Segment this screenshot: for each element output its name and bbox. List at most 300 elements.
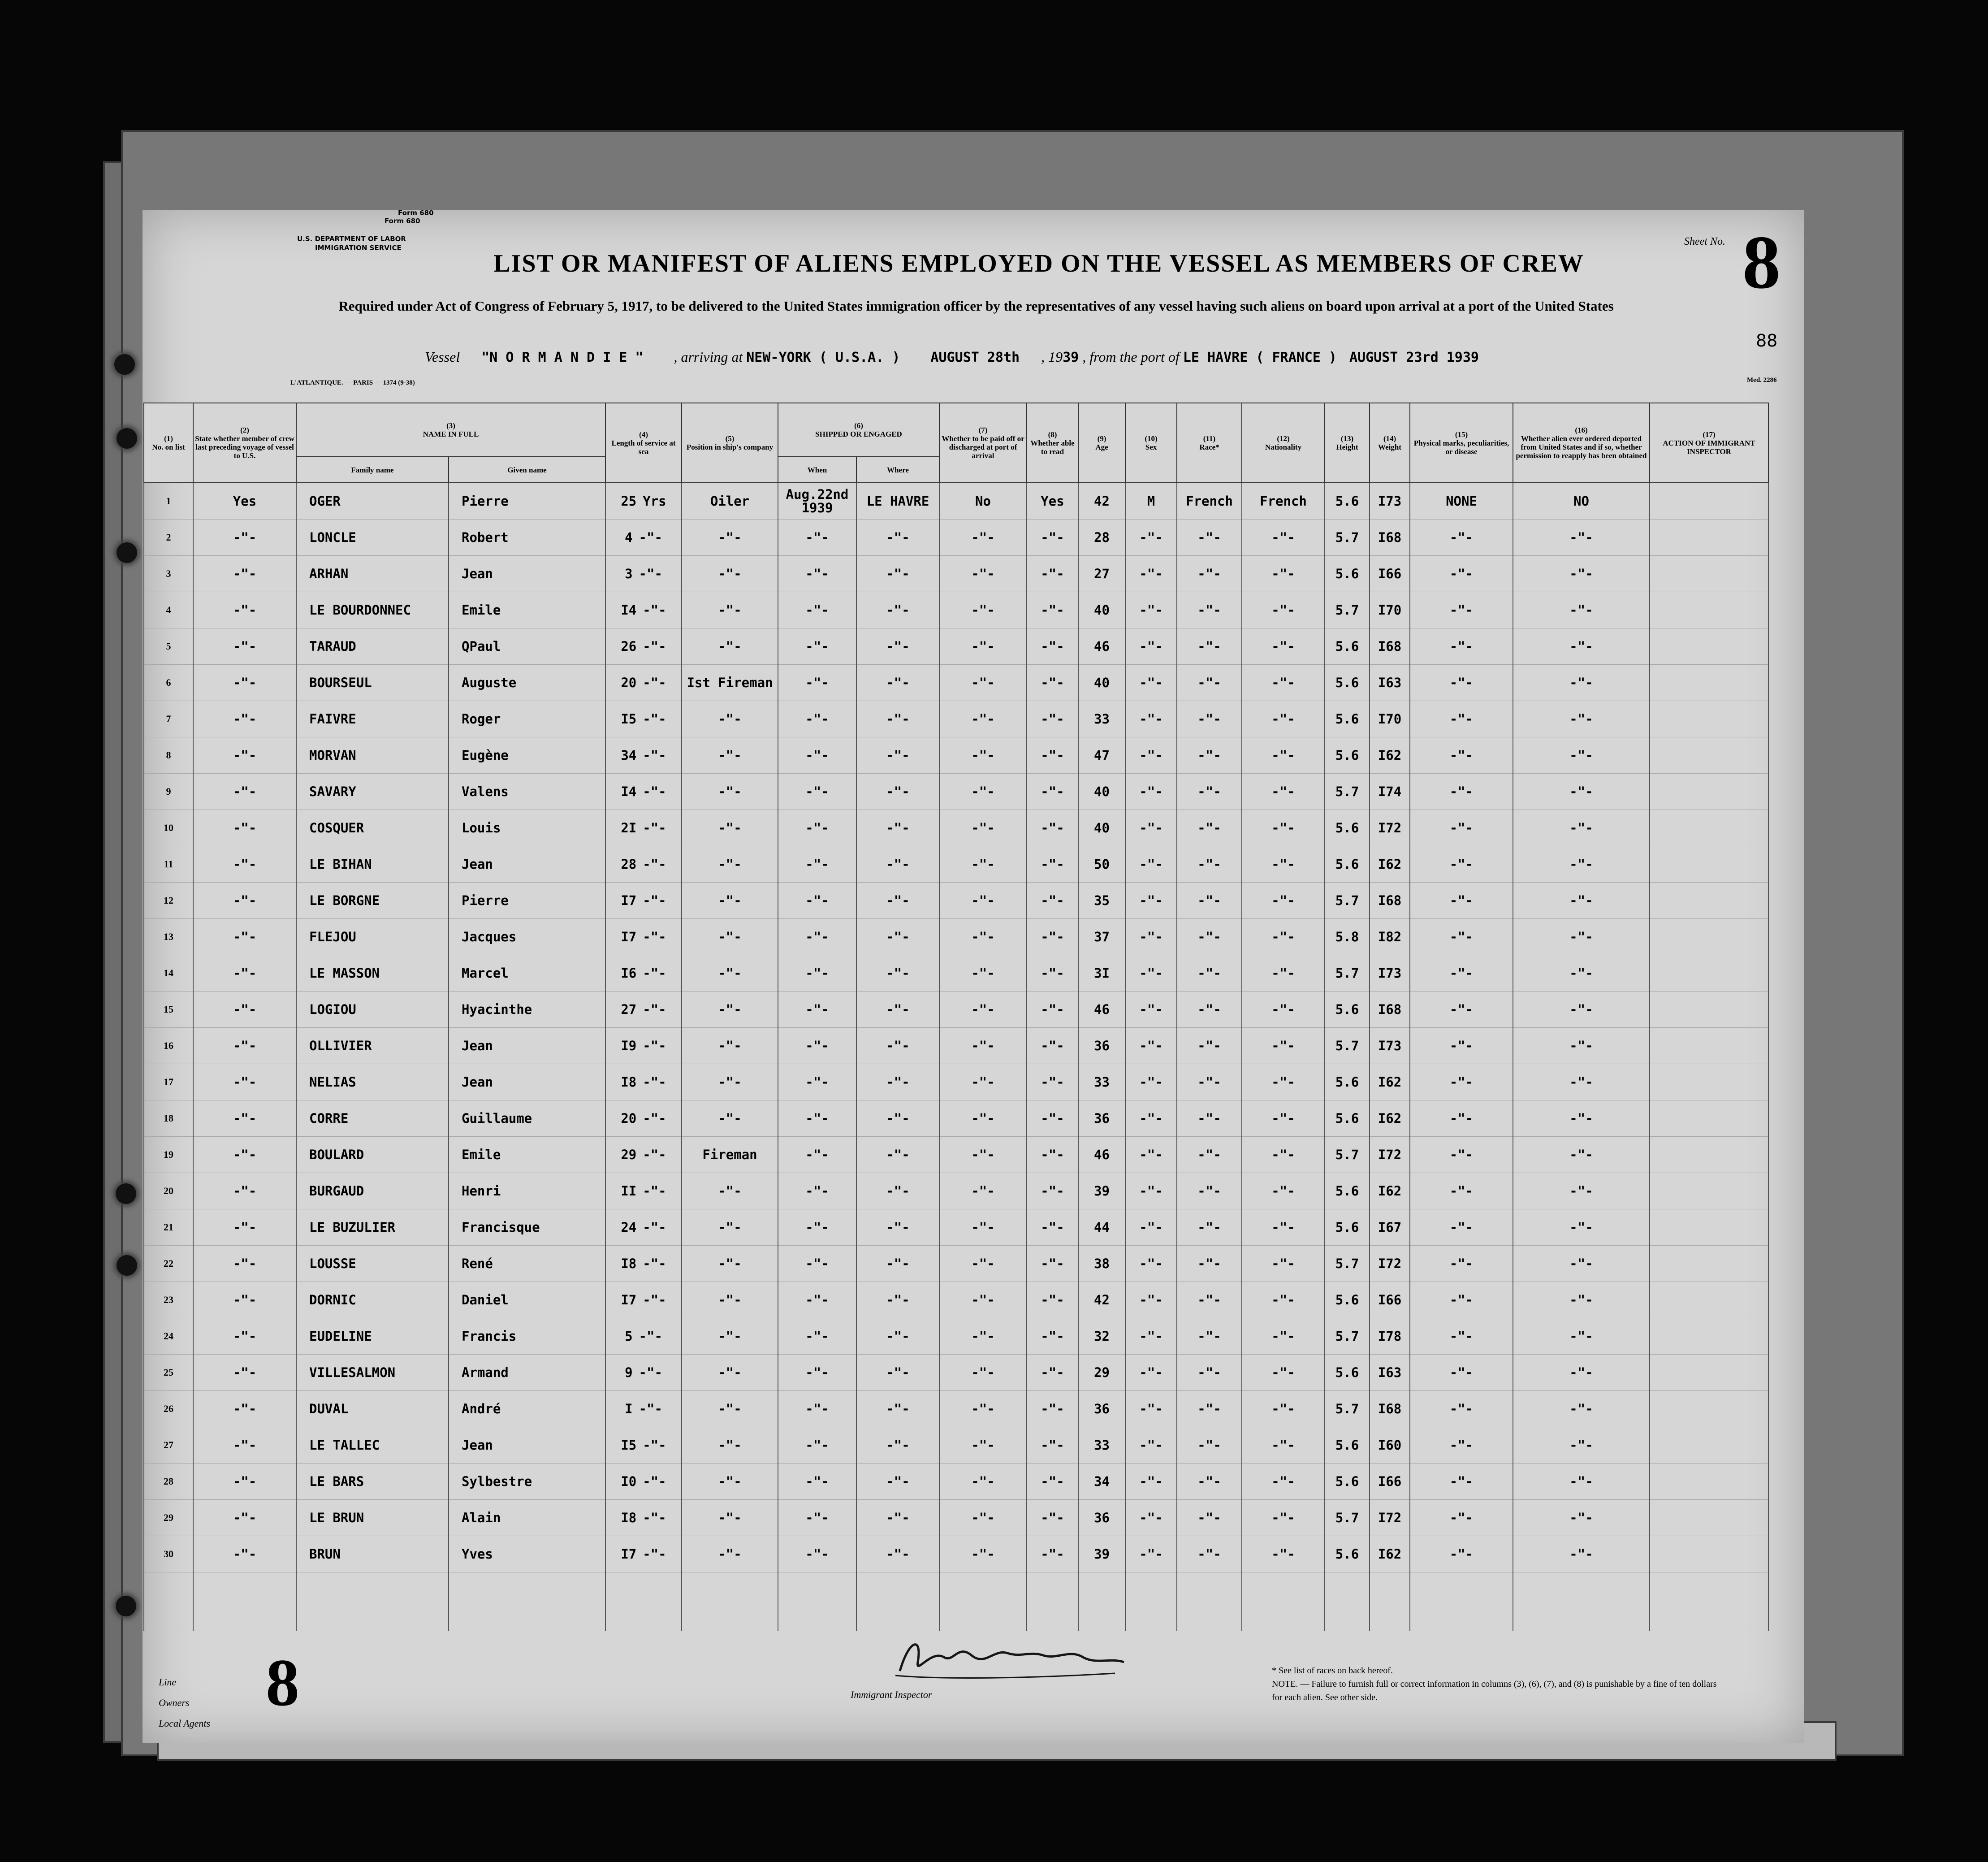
weight-cell: I67	[1370, 1209, 1410, 1246]
height-cell: 5.6	[1325, 483, 1370, 520]
service-ditto: -"-	[643, 1220, 666, 1235]
row-number: 18	[144, 1100, 193, 1137]
service-value: I7	[621, 1546, 637, 1562]
position-cell: -"-	[682, 592, 778, 628]
nationality-cell: -"-	[1242, 1536, 1325, 1572]
blank-cell	[1125, 1572, 1177, 1631]
family-name-cell: SAVARY	[296, 774, 449, 810]
nationality-cell: -"-	[1242, 556, 1325, 592]
service-value: I6	[621, 966, 637, 981]
weight-cell: I72	[1370, 1137, 1410, 1173]
race-cell: -"-	[1177, 1064, 1242, 1100]
service-value: I5	[621, 711, 637, 727]
paid-off-cell: -"-	[939, 1355, 1027, 1391]
paid-off-cell: -"-	[939, 1209, 1027, 1246]
given-name-cell: Hyacinthe	[449, 992, 605, 1028]
weight-cell: I70	[1370, 592, 1410, 628]
sex-cell: -"-	[1125, 556, 1177, 592]
previous-voyage-cell: -"-	[193, 1028, 296, 1064]
paid-off-cell: -"-	[939, 1536, 1027, 1572]
service-value: I0	[621, 1474, 637, 1489]
binder-hole	[116, 1596, 136, 1616]
sex-cell: -"-	[1125, 1536, 1177, 1572]
service-cell	[605, 520, 682, 556]
sheet-number-label: Sheet No.	[1684, 236, 1725, 247]
age-cell: 29	[1078, 1355, 1125, 1391]
where-cell: -"-	[856, 1500, 939, 1536]
position-cell: Fireman	[682, 1137, 778, 1173]
paid-off-cell: -"-	[939, 1464, 1027, 1500]
department-label: U.S. DEPARTMENT OF LABOR	[297, 235, 406, 243]
row-number: 20	[144, 1173, 193, 1209]
height-cell: 5.6	[1325, 846, 1370, 883]
action-cell	[1650, 1318, 1768, 1355]
family-name-cell: OGER	[296, 483, 449, 520]
previous-voyage-cell: -"-	[193, 628, 296, 665]
age-cell: 36	[1078, 1391, 1125, 1427]
sex-cell: -"-	[1125, 883, 1177, 919]
read-cell: -"-	[1027, 556, 1078, 592]
age-cell: 38	[1078, 1246, 1125, 1282]
nationality-cell: -"-	[1242, 919, 1325, 955]
position-cell: -"-	[682, 1500, 778, 1536]
service-ditto: -"-	[643, 1038, 666, 1053]
action-cell	[1650, 737, 1768, 774]
action-cell	[1650, 1209, 1768, 1246]
col-header-no: (1) No. on list	[144, 403, 193, 483]
sex-cell: -"-	[1125, 992, 1177, 1028]
when-cell: -"-	[778, 1318, 856, 1355]
service-value: 4	[625, 530, 633, 545]
action-cell	[1650, 919, 1768, 955]
table-row	[144, 1464, 1768, 1500]
row-number: 9	[144, 774, 193, 810]
position-cell: -"-	[682, 1246, 778, 1282]
sex-cell: -"-	[1125, 737, 1177, 774]
marks-cell: -"-	[1410, 810, 1513, 846]
age-cell: 27	[1078, 556, 1125, 592]
marks-cell: -"-	[1410, 1391, 1513, 1427]
marks-cell: -"-	[1410, 1209, 1513, 1246]
blank-cell	[193, 1572, 296, 1631]
weight-cell: I70	[1370, 701, 1410, 737]
family-name-cell: BURGAUD	[296, 1173, 449, 1209]
deported-cell: -"-	[1513, 665, 1650, 701]
weight-cell: I68	[1370, 1391, 1410, 1427]
read-cell: -"-	[1027, 919, 1078, 955]
when-cell: -"-	[778, 1464, 856, 1500]
sex-cell: -"-	[1125, 955, 1177, 992]
height-cell: 5.6	[1325, 556, 1370, 592]
family-name-cell: TARAUD	[296, 628, 449, 665]
action-cell	[1650, 1391, 1768, 1427]
previous-voyage-cell: -"-	[193, 737, 296, 774]
when-cell: -"-	[778, 1500, 856, 1536]
blank-cell	[1177, 1572, 1242, 1631]
race-cell: -"-	[1177, 628, 1242, 665]
service-value: 29	[621, 1147, 637, 1162]
when-cell: -"-	[778, 592, 856, 628]
col-header-shipped: (6) SHIPPED OR ENGAGED	[778, 403, 939, 457]
weight-cell: I66	[1370, 556, 1410, 592]
previous-voyage-cell: -"-	[193, 592, 296, 628]
height-cell: 5.7	[1325, 520, 1370, 556]
service-value: I4	[621, 602, 637, 618]
given-name-cell: Jean	[449, 1028, 605, 1064]
year-suffix: 39	[1063, 350, 1079, 365]
when-cell: -"-	[778, 1209, 856, 1246]
when-cell: -"-	[778, 628, 856, 665]
blank-cell	[778, 1572, 856, 1631]
age-cell: 34	[1078, 1464, 1125, 1500]
read-cell: Yes	[1027, 483, 1078, 520]
col-header-service: (4) Length of service at sea	[605, 403, 682, 483]
family-name-cell: BOULARD	[296, 1137, 449, 1173]
paid-off-cell: -"-	[939, 701, 1027, 737]
col-header-race: (11) Race*	[1177, 403, 1242, 483]
age-cell: 33	[1078, 701, 1125, 737]
previous-voyage-cell: -"-	[193, 1536, 296, 1572]
service-cell	[605, 1464, 682, 1500]
when-cell: -"-	[778, 1100, 856, 1137]
paid-off-cell: -"-	[939, 1500, 1027, 1536]
marks-cell: -"-	[1410, 883, 1513, 919]
blank-cell	[1513, 1572, 1650, 1631]
where-cell: -"-	[856, 1391, 939, 1427]
given-name-cell: Eugène	[449, 737, 605, 774]
table-row	[144, 774, 1768, 810]
service-value: 34	[621, 748, 637, 763]
where-cell: -"-	[856, 1246, 939, 1282]
table-row	[144, 1100, 1768, 1137]
row-number: 17	[144, 1064, 193, 1100]
given-name-cell: Jean	[449, 556, 605, 592]
paid-off-cell: -"-	[939, 1137, 1027, 1173]
previous-voyage-cell: -"-	[193, 1137, 296, 1173]
given-name-cell: Marcel	[449, 955, 605, 992]
when-cell: -"-	[778, 919, 856, 955]
height-cell: 5.7	[1325, 1246, 1370, 1282]
marks-cell: NONE	[1410, 483, 1513, 520]
nationality-cell: -"-	[1242, 774, 1325, 810]
footer-sheet-number: 8	[266, 1645, 299, 1720]
given-name-cell: Yves	[449, 1536, 605, 1572]
service-cell	[605, 737, 682, 774]
service-ditto: -"-	[643, 1256, 666, 1271]
given-name-cell: René	[449, 1246, 605, 1282]
given-name-cell: Jean	[449, 846, 605, 883]
read-cell: -"-	[1027, 1500, 1078, 1536]
height-cell: 5.6	[1325, 810, 1370, 846]
service-cell	[605, 883, 682, 919]
table-row	[144, 701, 1768, 737]
action-cell	[1650, 1100, 1768, 1137]
when-cell: -"-	[778, 992, 856, 1028]
med-code: Med. 2286	[1747, 377, 1777, 384]
previous-voyage-cell: -"-	[193, 701, 296, 737]
row-number: 28	[144, 1464, 193, 1500]
fine-note: NOTE. — Failure to furnish full or correct information in columns (3), (6), (7), and (8) is punishable by a fine of ten dollars for each alien. See other side.	[1272, 1679, 1717, 1702]
service-cell	[605, 810, 682, 846]
binder-hole	[117, 542, 137, 563]
action-cell	[1650, 1064, 1768, 1100]
height-cell: 5.7	[1325, 883, 1370, 919]
manifest-sheet	[143, 210, 1804, 1743]
service-cell	[605, 1318, 682, 1355]
service-cell	[605, 1246, 682, 1282]
paid-off-cell: -"-	[939, 1028, 1027, 1064]
row-number: 11	[144, 846, 193, 883]
paid-off-cell: No	[939, 483, 1027, 520]
age-cell: 46	[1078, 992, 1125, 1028]
row-number: 12	[144, 883, 193, 919]
nationality-cell: -"-	[1242, 883, 1325, 919]
when-cell: -"-	[778, 883, 856, 919]
when-cell: -"-	[778, 1536, 856, 1572]
marks-cell: -"-	[1410, 1536, 1513, 1572]
nationality-cell: -"-	[1242, 1318, 1325, 1355]
where-cell: -"-	[856, 883, 939, 919]
deported-cell: -"-	[1513, 1355, 1650, 1391]
previous-voyage-cell: -"-	[193, 992, 296, 1028]
family-name-cell: LE BARS	[296, 1464, 449, 1500]
age-cell: 35	[1078, 883, 1125, 919]
action-cell	[1650, 810, 1768, 846]
read-cell: -"-	[1027, 665, 1078, 701]
arrival-date: AUGUST 28th	[930, 350, 1020, 365]
sex-cell: -"-	[1125, 1173, 1177, 1209]
col-header-previous-voyage: (2) State whether member of crew last preceding voyage of vessel to U.S.	[193, 403, 296, 483]
where-cell: -"-	[856, 919, 939, 955]
family-name-cell: LE BUZULIER	[296, 1209, 449, 1246]
nationality-cell: -"-	[1242, 592, 1325, 628]
sex-cell: -"-	[1125, 1064, 1177, 1100]
position-cell: -"-	[682, 919, 778, 955]
sex-cell: -"-	[1125, 665, 1177, 701]
sex-cell: -"-	[1125, 520, 1177, 556]
given-name-cell: Auguste	[449, 665, 605, 701]
service-value: I4	[621, 784, 637, 799]
given-name-cell: Louis	[449, 810, 605, 846]
action-cell	[1650, 483, 1768, 520]
service-value: I8	[621, 1256, 637, 1271]
age-cell: 39	[1078, 1536, 1125, 1572]
nationality-cell: -"-	[1242, 1464, 1325, 1500]
nationality-cell: -"-	[1242, 628, 1325, 665]
service-value: 5	[625, 1329, 633, 1344]
table-row	[144, 1064, 1768, 1100]
where-cell: -"-	[856, 1427, 939, 1464]
race-cell: -"-	[1177, 1536, 1242, 1572]
read-cell: -"-	[1027, 1100, 1078, 1137]
row-number: 15	[144, 992, 193, 1028]
deported-cell: -"-	[1513, 592, 1650, 628]
col-header-age: (9) Age	[1078, 403, 1125, 483]
action-cell	[1650, 1282, 1768, 1318]
table-row	[144, 846, 1768, 883]
race-cell: -"-	[1177, 1173, 1242, 1209]
marks-cell: -"-	[1410, 1100, 1513, 1137]
weight-cell: I62	[1370, 1173, 1410, 1209]
family-name-cell: NELIAS	[296, 1064, 449, 1100]
service-ditto: -"-	[643, 1474, 666, 1489]
where-cell: -"-	[856, 520, 939, 556]
where-cell: -"-	[856, 810, 939, 846]
marks-cell: -"-	[1410, 955, 1513, 992]
paid-off-cell: -"-	[939, 992, 1027, 1028]
table-row	[144, 883, 1768, 919]
from-label: , from the port of	[1082, 349, 1180, 365]
vessel-line	[425, 349, 1479, 365]
nationality-cell: -"-	[1242, 1355, 1325, 1391]
paid-off-cell: -"-	[939, 883, 1027, 919]
family-name-cell: LOUSSE	[296, 1246, 449, 1282]
service-ditto: -"-	[643, 1147, 666, 1162]
family-name-cell: EUDELINE	[296, 1318, 449, 1355]
weight-cell: I72	[1370, 1500, 1410, 1536]
given-name-cell: Jacques	[449, 919, 605, 955]
age-cell: 33	[1078, 1427, 1125, 1464]
paid-off-cell: -"-	[939, 1427, 1027, 1464]
height-cell: 5.7	[1325, 955, 1370, 992]
action-cell	[1650, 701, 1768, 737]
col-header-marks: (15) Physical marks, peculiarities, or disease	[1410, 403, 1513, 483]
given-name-cell: Pierre	[449, 883, 605, 919]
weight-cell: I68	[1370, 628, 1410, 665]
deported-cell: -"-	[1513, 701, 1650, 737]
col-header-deported: (16) Whether alien ever ordered deported from United States and if so, whether permission to reapply has been obtained	[1513, 403, 1650, 483]
marks-cell: -"-	[1410, 919, 1513, 955]
service-cell	[605, 1137, 682, 1173]
given-name-cell: Henri	[449, 1173, 605, 1209]
race-cell: -"-	[1177, 556, 1242, 592]
nationality-cell: -"-	[1242, 1028, 1325, 1064]
weight-cell: I63	[1370, 1355, 1410, 1391]
col-header-position: (5) Position in ship's company	[682, 403, 778, 483]
age-cell: 42	[1078, 483, 1125, 520]
action-cell	[1650, 883, 1768, 919]
when-cell: -"-	[778, 520, 856, 556]
read-cell: -"-	[1027, 1064, 1078, 1100]
age-cell: 32	[1078, 1318, 1125, 1355]
row-number: 25	[144, 1355, 193, 1391]
family-name-cell: LE MASSON	[296, 955, 449, 992]
service-cell	[605, 1536, 682, 1572]
table-row	[144, 992, 1768, 1028]
paid-off-cell: -"-	[939, 1064, 1027, 1100]
nationality-cell: -"-	[1242, 1427, 1325, 1464]
paid-off-cell: -"-	[939, 1391, 1027, 1427]
col-header-when: When	[778, 457, 856, 483]
paid-off-cell: -"-	[939, 774, 1027, 810]
service-value: I9	[621, 1038, 637, 1053]
position-cell: -"-	[682, 1464, 778, 1500]
marks-cell: -"-	[1410, 665, 1513, 701]
service-value: I8	[621, 1510, 637, 1525]
paid-off-cell: -"-	[939, 955, 1027, 992]
service-ditto: -"-	[643, 1292, 666, 1308]
service-value: 2I	[621, 820, 637, 836]
given-name-cell: Pierre	[449, 483, 605, 520]
sex-cell: -"-	[1125, 1318, 1177, 1355]
sex-cell: -"-	[1125, 628, 1177, 665]
service-ditto: -"-	[643, 1074, 666, 1090]
where-cell: -"-	[856, 665, 939, 701]
position-cell: -"-	[682, 883, 778, 919]
service-cell	[605, 1173, 682, 1209]
position-cell: -"-	[682, 1391, 778, 1427]
row-number: 29	[144, 1500, 193, 1536]
from-port: LE HAVRE ( FRANCE )	[1183, 350, 1337, 365]
deported-cell: -"-	[1513, 1391, 1650, 1427]
service-cell	[605, 1427, 682, 1464]
read-cell: -"-	[1027, 992, 1078, 1028]
race-cell: -"-	[1177, 1355, 1242, 1391]
given-name-cell: Emile	[449, 592, 605, 628]
previous-voyage-cell: -"-	[193, 1100, 296, 1137]
service-ditto: -"-	[643, 1111, 666, 1126]
position-cell: -"-	[682, 1318, 778, 1355]
when-cell: -"-	[778, 1427, 856, 1464]
race-cell: -"-	[1177, 1028, 1242, 1064]
row-number: 23	[144, 1282, 193, 1318]
deported-cell: -"-	[1513, 1246, 1650, 1282]
previous-voyage-cell: -"-	[193, 919, 296, 955]
vessel-name: "N O R M A N D I E "	[481, 350, 644, 365]
service-cell	[605, 1391, 682, 1427]
age-cell: 37	[1078, 919, 1125, 955]
read-cell: -"-	[1027, 1246, 1078, 1282]
age-cell: 36	[1078, 1500, 1125, 1536]
action-cell	[1650, 774, 1768, 810]
service-ditto: -"-	[643, 711, 666, 727]
family-name-cell: LONCLE	[296, 520, 449, 556]
table-row	[144, 1209, 1768, 1246]
family-name-cell: LE BORGNE	[296, 883, 449, 919]
where-cell: -"-	[856, 1100, 939, 1137]
race-cell: -"-	[1177, 1318, 1242, 1355]
service-value: 9	[625, 1365, 633, 1380]
weight-cell: I62	[1370, 1536, 1410, 1572]
sex-cell: -"-	[1125, 810, 1177, 846]
service-cell	[605, 556, 682, 592]
table-row	[144, 955, 1768, 992]
nationality-cell: -"-	[1242, 665, 1325, 701]
row-number: 6	[144, 665, 193, 701]
race-cell: -"-	[1177, 1209, 1242, 1246]
service-value: 26	[621, 639, 637, 654]
when-cell: -"-	[778, 1355, 856, 1391]
position-cell: -"-	[682, 628, 778, 665]
previous-voyage-cell: -"-	[193, 1064, 296, 1100]
sex-cell: M	[1125, 483, 1177, 520]
nationality-cell: -"-	[1242, 1246, 1325, 1282]
previous-voyage-cell: -"-	[193, 774, 296, 810]
nationality-cell: -"-	[1242, 1209, 1325, 1246]
sex-cell: -"-	[1125, 846, 1177, 883]
blank-cell	[1242, 1572, 1325, 1631]
service-value: II	[621, 1183, 637, 1199]
read-cell: -"-	[1027, 846, 1078, 883]
previous-voyage-cell: -"-	[193, 665, 296, 701]
age-cell: 40	[1078, 810, 1125, 846]
table-row	[144, 1318, 1768, 1355]
sex-cell: -"-	[1125, 774, 1177, 810]
family-name-cell: LE BIHAN	[296, 846, 449, 883]
blank-cell	[939, 1572, 1027, 1631]
where-cell: -"-	[856, 1355, 939, 1391]
service-cell	[605, 1500, 682, 1536]
